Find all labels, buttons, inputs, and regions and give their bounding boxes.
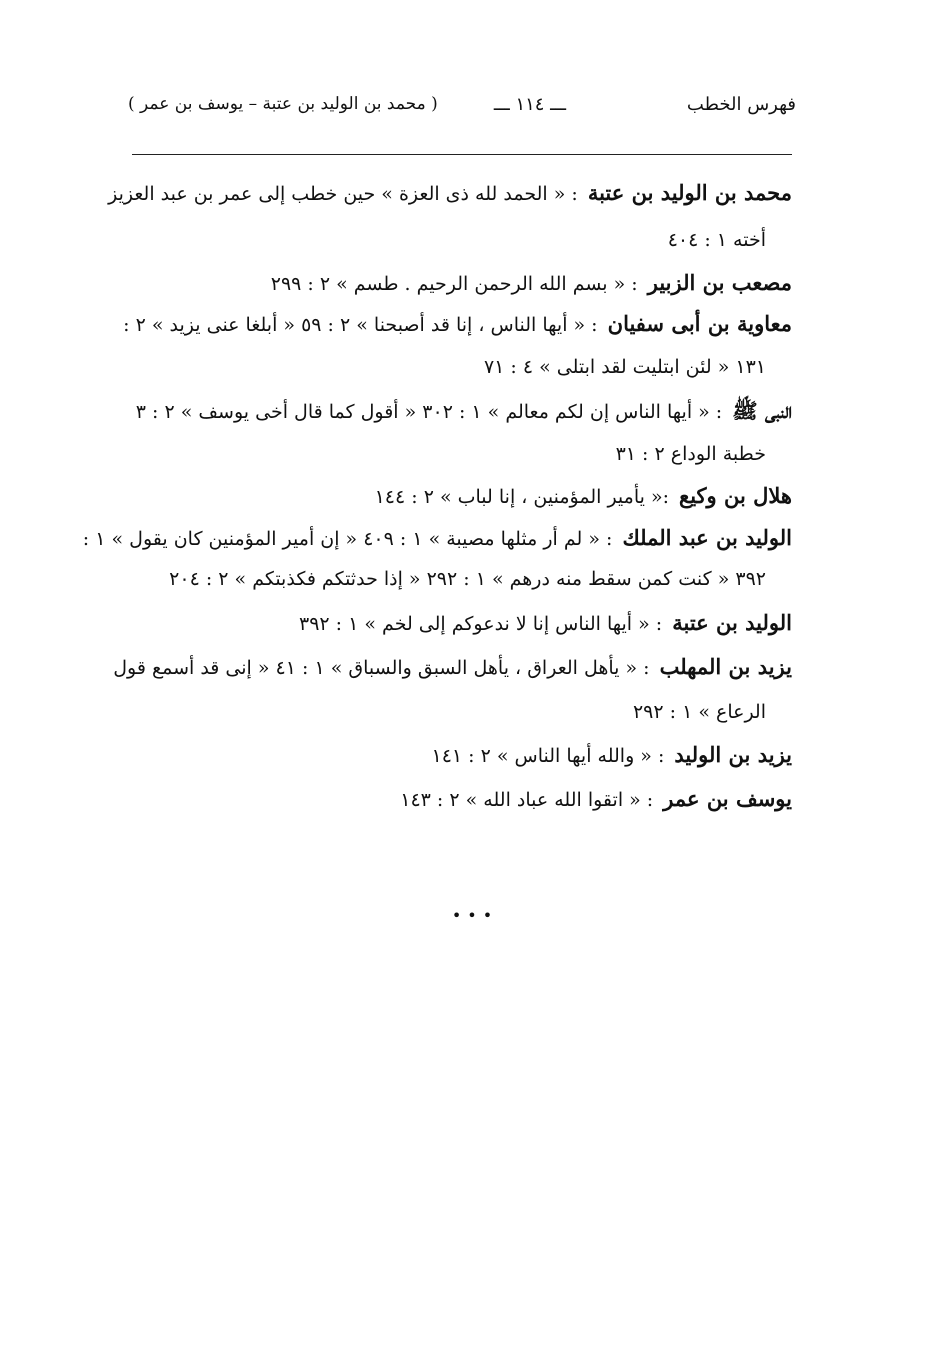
page-range: ( محمد بن الوليد بن عتبة – يوسف بن عمر ) — [128, 94, 438, 114]
index-entry — [120, 481, 792, 512]
index-entry-continuation — [120, 352, 766, 382]
entry-text: : « لم أر مثلها مصيبة » ١ : ٤٠٩ « إن أمير المؤمنين كان يقول » ١ : — [82, 528, 613, 550]
entry-text: : « أيها الناس ، إنا قد أصبحنا » ٢ : ٥٩ « أبلغا عنى يزيد » ٢ : — [123, 314, 598, 336]
speaker-name: النبى ﷺ — [732, 398, 792, 423]
index-entry — [113, 652, 792, 683]
index-entry-continuation — [120, 225, 766, 255]
index-entry-continuation — [120, 697, 766, 727]
entry-text: : « أيها الناس إن لكم معالم » ١ : ٣٠٢ « أقول كما قال أخى يوسف » ٢ : ٣ — [135, 401, 723, 423]
entry-text: ١٣١ « لئن ابتليت لقد ابتلى » ٤ : ٧١ — [483, 356, 766, 378]
entry-text: ٣٩٢ « كنت كمن سقط منه درهم » ١ : ٢٩٢ « إذا حدثتكم فكذبتكم » ٢ : ٢٠٤ — [169, 568, 766, 590]
page-number: ـــ ١١٤ ـــ — [493, 94, 566, 115]
entry-text: : « الحمد لله ذى العزة » حين خطب إلى عمر بن عبد العزيز — [108, 183, 578, 205]
entry-text: أخته ١ : ٤٠٤ — [667, 229, 766, 251]
index-entry-continuation — [120, 439, 766, 469]
index-entry — [108, 178, 792, 209]
index-entry — [120, 608, 792, 639]
entry-text: : « بسم الله الرحمن الرحيم . طسم » ٢ : ٢٩٩ — [270, 273, 638, 295]
entry-text: : « والله أيها الناس » ٢ : ١٤١ — [431, 745, 665, 767]
speaker-name: هلال بن وكيع — [679, 483, 792, 508]
speaker-name: الوليد بن عبد الملك — [622, 525, 792, 550]
speaker-name: يزيد بن المهلب — [659, 654, 792, 679]
index-entry — [82, 523, 792, 554]
entry-text: الرعاع » ١ : ٢٩٢ — [632, 701, 766, 723]
entry-text: خطبة الوداع ٢ : ٣١ — [615, 443, 766, 465]
entry-text: : « أيها الناس إنا لا ندعوكم إلى لخم » ١ : ٣٩٢ — [299, 613, 663, 635]
speaker-name: محمد بن الوليد بن عتبة — [587, 180, 792, 205]
index-entry — [120, 740, 792, 771]
header-rule — [132, 154, 792, 155]
index-entry — [120, 784, 792, 815]
page-header — [128, 94, 796, 126]
speaker-name: يزيد بن الوليد — [674, 742, 792, 767]
speaker-name: الوليد بن عتبة — [672, 610, 792, 635]
index-entry — [120, 268, 792, 299]
speaker-name: مصعب بن الزبير — [647, 270, 792, 295]
section-title: فهرس الخطب — [686, 94, 796, 115]
entry-text: : « اتقوا الله عباد الله » ٢ : ١٤٣ — [400, 789, 654, 811]
entry-text: :« يأمير المؤمنين ، إنا لباب » ٢ : ١٤٤ — [374, 486, 669, 508]
speaker-name: يوسف بن عمر — [663, 786, 792, 811]
entry-text: : « يأهل العراق ، يأهل السبق والسباق » ١ : ٤١ « إنى قد أسمع قول — [113, 657, 650, 679]
speaker-name: معاوية بن أبى سفيان — [607, 311, 792, 336]
index-entry-continuation — [132, 564, 766, 594]
index-entry — [120, 396, 792, 427]
index-entry — [120, 309, 792, 340]
end-ornament: ••• — [451, 906, 499, 925]
